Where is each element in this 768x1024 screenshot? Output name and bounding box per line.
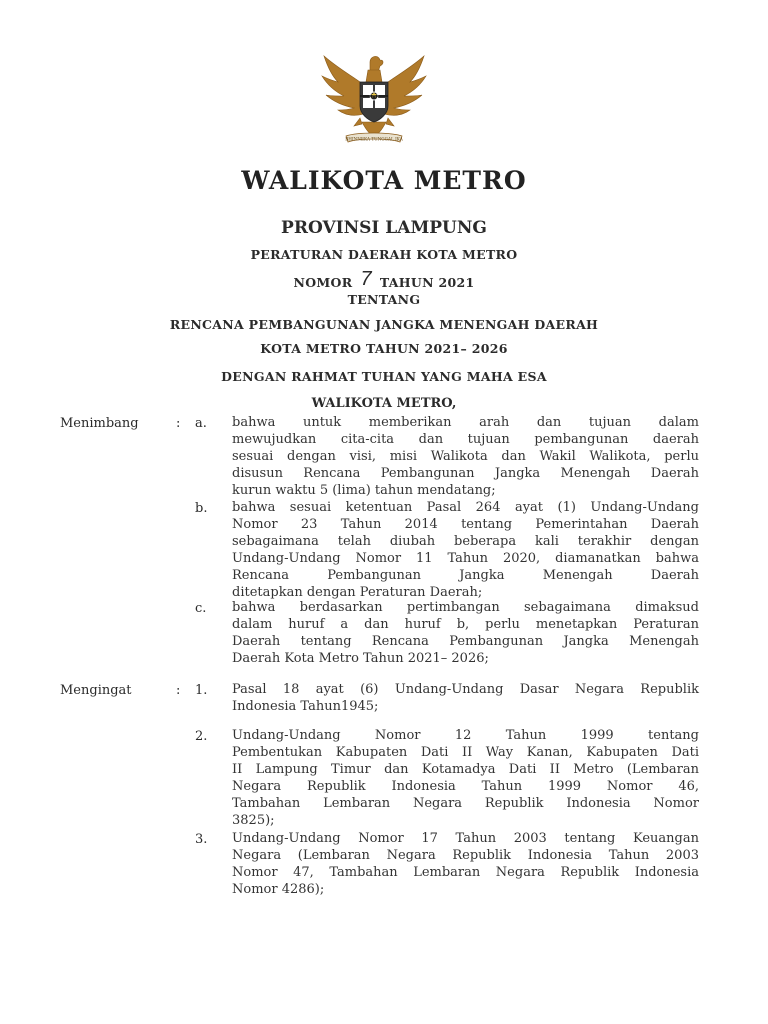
regulation-heading: PERATURAN DAERAH KOTA METRO bbox=[250, 247, 518, 262]
menimbang-marker-b: b. bbox=[195, 501, 208, 516]
menimbang-label: Menimbang bbox=[60, 416, 139, 431]
text-line: bahwa berdasarkan pertimbangan sebagaimana dimaksud bbox=[232, 600, 699, 615]
text-line: II Lampung Timur dan Kotamadya Dati II Metro (Lembaran bbox=[232, 762, 699, 777]
text-line: Rencana Pembangunan Jangka Menengah Daerah bbox=[232, 568, 699, 583]
text-line: Nomor 4286); bbox=[232, 882, 325, 897]
blessing-heading: DENGAN RAHMAT TUHAN YANG MAHA ESA bbox=[221, 369, 547, 384]
menimbang-item-a bbox=[232, 414, 699, 499]
text-line: sebagaimana telah diubah beberapa kali terakhir dengan bbox=[232, 534, 699, 549]
subject-heading-line1: RENCANA PEMBANGUNAN JANGKA MENENGAH DAERAH bbox=[169, 317, 599, 332]
text-line: Daerah tentang Rencana Pembangunan Jangka Menengah bbox=[232, 634, 699, 649]
number-prefix: NOMOR bbox=[293, 275, 353, 290]
issuer-heading: WALIKOTA METRO, bbox=[311, 396, 457, 411]
menimbang-marker-a: a. bbox=[195, 416, 207, 431]
text-line: Negara (Lembaran Negara Republik Indonesia Tahun 2003 bbox=[232, 848, 699, 863]
garuda-emblem-icon bbox=[318, 48, 430, 148]
mengingat-marker-3: 3. bbox=[195, 832, 208, 847]
mengingat-colon: : bbox=[176, 683, 181, 698]
text-line: disusun Rencana Pembangunan Jangka Menengah Daerah bbox=[232, 466, 699, 481]
mengingat-marker-1: 1. bbox=[195, 683, 208, 698]
text-line: Nomor 47, Tambahan Lembaran Negara Republik Indonesia bbox=[232, 865, 699, 880]
text-line: kurun waktu 5 (lima) tahun mendatang; bbox=[232, 483, 496, 498]
text-line: ditetapkan dengan Peraturan Daerah; bbox=[232, 585, 483, 600]
text-line: Pembentukan Kabupaten Dati II Way Kanan, Kabupaten Dati bbox=[232, 745, 699, 760]
text-line: Indonesia Tahun1945; bbox=[232, 699, 379, 714]
page-title: WALIKOTA METRO bbox=[241, 166, 527, 195]
mengingat-item-2 bbox=[232, 727, 699, 829]
text-line: dalam huruf a dan huruf b, perlu menetapkan Peraturan bbox=[232, 617, 699, 632]
text-line: bahwa untuk memberikan arah dan tujuan dalam bbox=[232, 415, 699, 430]
regulation-number: 7 bbox=[360, 268, 372, 290]
province-heading: PROVINSI LAMPUNG bbox=[281, 218, 487, 238]
menimbang-item-b bbox=[232, 499, 699, 601]
menimbang-item-c bbox=[232, 599, 699, 667]
subject-heading-line2: KOTA METRO TAHUN 2021– 2026 bbox=[260, 341, 508, 356]
text-line: Pasal 18 ayat (6) Undang-Undang Dasar Negara Republik bbox=[232, 682, 699, 697]
text-line: Undang-Undang Nomor 11 Tahun 2020, diamanatkan bahwa bbox=[232, 551, 699, 566]
text-line: Tambahan Lembaran Negara Republik Indonesia Nomor bbox=[232, 796, 699, 811]
menimbang-marker-c: c. bbox=[195, 601, 207, 616]
svg-text:BHINNEKA TUNGGAL IKA: BHINNEKA TUNGGAL IKA bbox=[345, 136, 403, 142]
text-line: sesuai dengan visi, misi Walikota dan Wakil Walikota, perlu bbox=[232, 449, 699, 464]
menimbang-colon: : bbox=[176, 416, 181, 431]
mengingat-item-3 bbox=[232, 830, 699, 898]
regulation-year: TAHUN 2021 bbox=[379, 275, 475, 290]
text-line: Daerah Kota Metro Tahun 2021– 2026; bbox=[232, 651, 489, 666]
text-line: mewujudkan cita-cita dan tujuan pembangunan daerah bbox=[232, 432, 699, 447]
text-line: Undang-Undang Nomor 17 Tahun 2003 tentang Keuangan bbox=[232, 831, 699, 846]
mengingat-item-1 bbox=[232, 681, 699, 715]
about-heading: TENTANG bbox=[347, 292, 421, 307]
text-line: Negara Republik Indonesia Tahun 1999 Nomor 46, bbox=[232, 779, 699, 794]
mengingat-marker-2: 2. bbox=[195, 729, 208, 744]
text-line: bahwa sesuai ketentuan Pasal 264 ayat (1) Undang-Undang bbox=[232, 500, 699, 515]
regulation-number-line bbox=[0, 270, 768, 293]
mengingat-label: Mengingat bbox=[60, 683, 132, 698]
text-line: Undang-Undang Nomor 12 Tahun 1999 tentang bbox=[232, 728, 699, 743]
text-line: 3825); bbox=[232, 813, 275, 828]
text-line: Nomor 23 Tahun 2014 tentang Pemerintahan Daerah bbox=[232, 517, 699, 532]
